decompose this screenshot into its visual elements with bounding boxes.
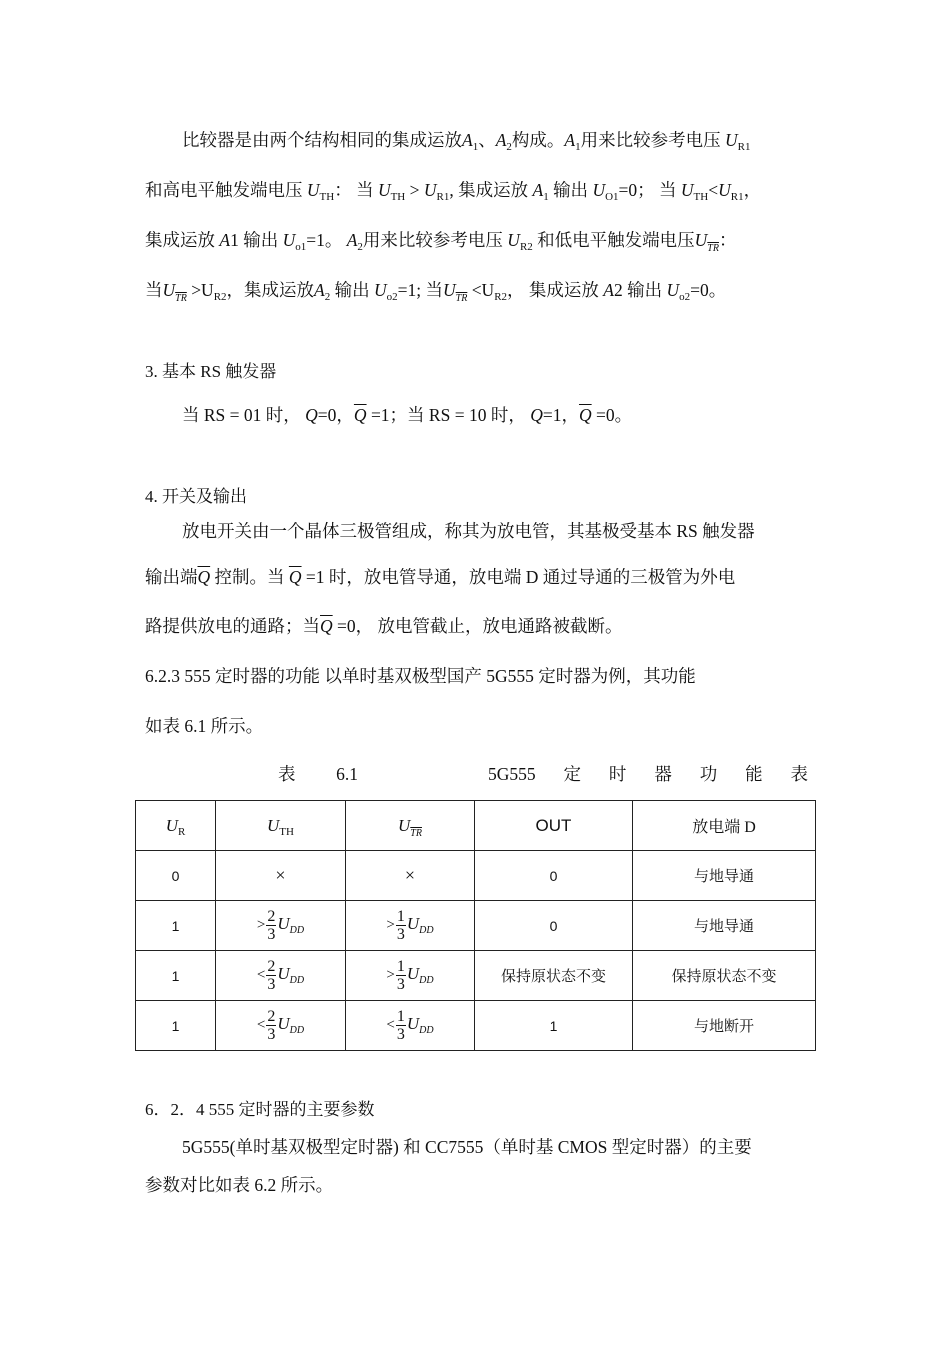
comparator-line-2: 和高电平触发端电压 $U_{TH}$： 当 $U_{TH} > U_{R1}$, 集成运放 $A_1$ 输出 $U_{O1}=0$； 当 $U_{TH}<U_{R1}$， (145, 180, 762, 203)
cell-ur: 1 (136, 901, 216, 951)
cell-out: 1 (475, 1001, 633, 1051)
header-uth: $U_{TH}$ (216, 801, 346, 851)
section-4-line-2: 输出端$\overline{Q}$ 控制。当 $\overline{Q} =1$ 时，放电管导通，放电端 D 通过导通的三极管为外电 (145, 567, 736, 587)
cell-discharge: 与地断开 (633, 1001, 816, 1051)
cell-utr: × (346, 851, 475, 901)
table-row (136, 901, 816, 951)
section-4-line-1: 放电开关由一个晶体三极管组成，称其为放电管，其基极受基本 RS 触发器 (182, 521, 755, 541)
cell-uth: > $\frac{2}{3}$ $U_{DD}$ (216, 901, 346, 951)
section-3-heading: 3. 基本 RS 触发器 (145, 362, 277, 381)
cell-out: 0 (475, 901, 633, 951)
table-header-row (136, 801, 816, 851)
cell-ur: 1 (136, 1001, 216, 1051)
function-table (135, 800, 816, 1051)
cell-ur: 1 (136, 951, 216, 1001)
section-4-line-3: 路提供放电的通路；当$\overline{Q} =0$， 放电管截止，放电通路被截断。 (145, 616, 623, 636)
cell-uth: < $\frac{2}{3}$ $U_{DD}$ (216, 951, 346, 1001)
cell-utr: < $\frac{1}{3}$ $U_{DD}$ (346, 1001, 475, 1051)
table-caption-title: 5G555 定 时 器 功 能 表 (488, 764, 808, 784)
table-caption-number: 6.1 (336, 764, 358, 784)
header-discharge: 放电端 D (633, 801, 816, 851)
cell-out: 0 (475, 851, 633, 901)
section-624-line-1: 5G555(单时基双极型定时器) 和 CC7555（单时基 CMOS 型定时器）的主要 (182, 1137, 752, 1157)
header-ur: $U_R$ (136, 801, 216, 851)
table-row (136, 951, 816, 1001)
cell-discharge: 与地导通 (633, 901, 816, 951)
table-row (136, 851, 816, 901)
section-623-line-2: 如表 6.1 所示。 (145, 716, 264, 736)
header-out: OUT (475, 801, 633, 851)
section-624-heading: 6．2．4 555 定时器的主要参数 (145, 1100, 375, 1119)
cell-out: 保持原状态不变 (475, 951, 633, 1001)
comparator-line-4: 当$U_{\overline{TR}} >U_{R2}$，集成运放$A_2$ 输出 $U_{o2}=1$; 当$U_{\overline{TR}} <U_{R2}$， 集成运放 A2 输出 $U_{o2}=0$。 (145, 280, 727, 304)
cell-utr: > $\frac{1}{3}$ $U_{DD}$ (346, 951, 475, 1001)
section-3-text: 当 RS = 01 时， Q=0，$\overline{Q} =1$；当 RS = 10 时， Q=1，$\overline{Q} =0$。 (182, 405, 633, 425)
cell-discharge: 保持原状态不变 (633, 951, 816, 1001)
cell-uth: < $\frac{2}{3}$ $U_{DD}$ (216, 1001, 346, 1051)
section-4-heading: 4. 开关及输出 (145, 487, 247, 506)
cell-uth: × (216, 851, 346, 901)
table-caption-word: 表 (278, 764, 296, 784)
section-624-line-2: 参数对比如表 6.2 所示。 (145, 1175, 334, 1195)
comparator-line-1: 比较器是由两个结构相同的集成运放$A_1$、$A_2$构成。$A_1$用来比较参考电压 $U_{R1}$ (182, 130, 751, 153)
cell-ur: 0 (136, 851, 216, 901)
section-623-line-1: 6.2.3 555 定时器的功能 以单时基双极型国产 5G555 定时器为例，其功能 (145, 666, 696, 686)
cell-utr: > $\frac{1}{3}$ $U_{DD}$ (346, 901, 475, 951)
header-utr: $U_{\overline{TR}}$ (346, 801, 475, 851)
comparator-line-3: 集成运放 A1 输出 $U_{o1}=1$。 $A_2$用来比较参考电压 $U_{R2}$ 和低电平触发端电压$U_{\overline{TR}}$： (145, 230, 737, 254)
table-row (136, 1001, 816, 1051)
cell-discharge: 与地导通 (633, 851, 816, 901)
